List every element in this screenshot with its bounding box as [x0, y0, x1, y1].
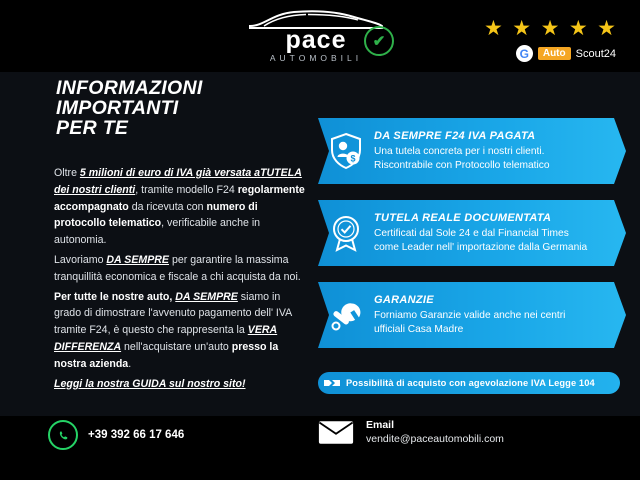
- p1-part-g: numero di protocollo telematico: [54, 200, 258, 230]
- p2-part-b: DA SEMPRE: [106, 253, 169, 266]
- p3-part-f: presso la nostra azienda: [54, 340, 279, 370]
- card-line-2: Riscontrabile con Protocollo telematico: [374, 159, 550, 171]
- paragraph-4: [54, 376, 306, 393]
- p2-part-a: Lavoriamo: [54, 253, 107, 266]
- card-line-2: ufficiali Casa Madre: [374, 323, 464, 335]
- whatsapp-contact[interactable]: [48, 420, 184, 450]
- google-icon: G: [516, 45, 533, 62]
- verified-check-icon: [364, 26, 394, 56]
- paragraph-3: [54, 289, 306, 373]
- card-heading: TUTELA REALE DOCUMENTATA: [374, 211, 552, 224]
- p1-part-h: , verificabile anche in autonomia.: [54, 217, 261, 247]
- p3-part-d: VERA DIFFERENZA: [54, 324, 278, 353]
- title-line-1: INFORMAZIONI: [56, 77, 203, 99]
- guide-link-text[interactable]: Leggi la nostra GUIDA sul nostro sito!: [54, 377, 246, 390]
- card-heading: DA SEMPRE F24 IVA PAGATA: [374, 129, 536, 142]
- star-rating: [484, 18, 616, 39]
- phone-number[interactable]: +39 392 66 17 646: [88, 429, 185, 441]
- paragraph-2: [54, 252, 306, 286]
- review-sources: [516, 44, 616, 63]
- body-text: [54, 165, 306, 395]
- wrench-icon: [318, 282, 374, 348]
- brand-subtitle: AUTOMOBILI: [269, 52, 363, 63]
- p1-part-b: 5 milioni di euro di IVA già versata a: [79, 167, 261, 179]
- p3-part-a: Per tutte le nostre auto,: [54, 290, 176, 303]
- brand-name: pace: [285, 25, 347, 54]
- p2-part-c: per garantire la massima tranquillità economica e fiscale a chi acquista da noi.: [54, 253, 301, 283]
- page-title: [56, 78, 356, 138]
- legge-104-text: Possibilità di acquisto con agevolazione IVA Legge 104: [346, 378, 595, 388]
- email-address[interactable]: vendite@paceautomobili.com: [366, 433, 504, 445]
- card-line-1: Forniamo Garanzie valide anche nei centri: [374, 309, 566, 321]
- title-line-2: IMPORTANTI: [56, 97, 179, 119]
- svg-text:$: $: [350, 153, 356, 164]
- legge-104-banner: [318, 372, 620, 394]
- check-glyph: ✔: [372, 32, 386, 50]
- p1-part-f: da ricevuta con: [128, 200, 207, 213]
- paragraph-1: [54, 165, 306, 249]
- card-line-1: Una tutela concreta per i nostri clienti.: [374, 145, 545, 157]
- handshake-icon: [318, 376, 346, 390]
- star-icon: ★: [512, 17, 532, 40]
- autoscout-label: Scout24: [575, 47, 616, 60]
- brand-logo: [228, 4, 404, 70]
- whatsapp-icon: [48, 420, 78, 450]
- p3-part-c: siamo in grado di dimostrare l'avvenuto pagamento dell' IVA tramite F24, è questo che rappresenta la: [54, 290, 292, 337]
- p3-part-g: .: [128, 357, 132, 370]
- envelope-icon: [318, 419, 354, 445]
- star-icon: ★: [540, 17, 560, 40]
- p1-part-c: TUTELA dei nostri clienti: [54, 167, 302, 196]
- p1-part-a: Oltre: [54, 167, 80, 179]
- card-line-1: Certificati dal Sole 24 e dal Financial Times: [374, 227, 569, 239]
- p3-part-b: DA SEMPRE: [175, 290, 238, 303]
- card-heading: GARANZIE: [374, 293, 434, 306]
- email-label: Email: [366, 419, 395, 431]
- star-icon: ★: [568, 17, 588, 40]
- certificate-badge-icon: [318, 200, 374, 266]
- email-contact[interactable]: [318, 418, 504, 446]
- p1-part-e: regolarmente accompagnato: [54, 183, 305, 213]
- star-icon: ★: [484, 17, 503, 40]
- card-line-2: come Leader nell' importazione dalla Germania: [374, 241, 588, 253]
- title-line-3: PER TE: [56, 117, 129, 139]
- p1-part-d: , tramite modello F24: [135, 183, 238, 196]
- header-bar: [0, 0, 640, 72]
- star-icon: ★: [597, 17, 616, 40]
- p3-part-e: nell'acquistare un'auto: [121, 340, 232, 353]
- shield-euro-icon: [318, 118, 374, 184]
- autoscout-badge: Auto: [538, 47, 571, 60]
